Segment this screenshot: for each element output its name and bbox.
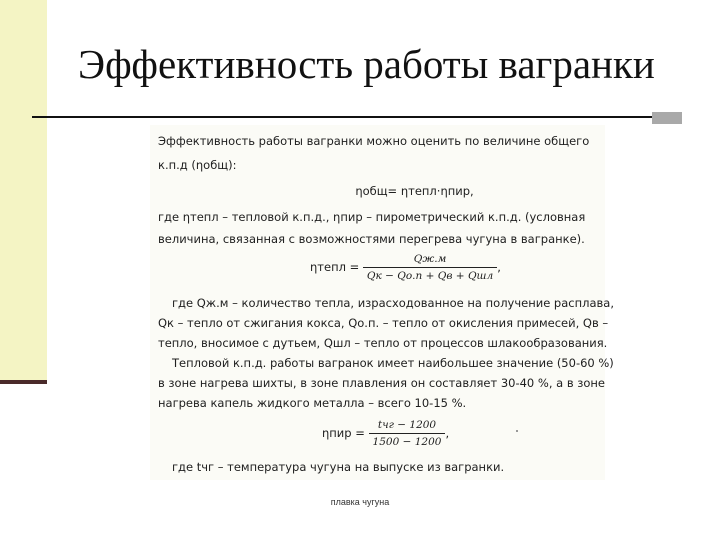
text-line: где Qж.м – количество тепла, израсходованное на получение расплава, <box>172 296 615 310</box>
text-line: где tчг – температура чугуна на выпуске из вагранки. <box>172 460 505 474</box>
text-line: нагрева капель жидкого металла – всего 10-15 %. <box>158 396 467 410</box>
scanned-text-image <box>150 125 615 480</box>
text-line: величина, связанная с возможностями перегрева чугуна в вагранке). <box>158 232 585 246</box>
formula-pyrometric-lhs: ηпир = <box>322 426 365 440</box>
left-accent-bar <box>0 0 47 384</box>
formula-pyrometric-tail: , <box>445 426 450 440</box>
formula-pyrometric-numerator: tчг − 1200 <box>377 419 437 431</box>
formula-thermal <box>310 251 599 284</box>
text-line: Тепловой к.п.д. работы вагранок имеет наибольшее значение (50-60 %) <box>172 356 614 370</box>
formula-pyrometric <box>322 417 599 450</box>
text-line: Qк – тепло от сжигания кокса, Qо.п. – тепло от окисления примесей, Qв – <box>158 316 609 330</box>
text-line: тепло, вносимое с дутьем, Qшл – тепло от процессов шлакообразования. <box>158 336 608 350</box>
slide-title: Эффективность работы вагранки <box>78 41 655 87</box>
formula-thermal-fraction <box>363 251 497 284</box>
scan-speck <box>516 430 518 432</box>
formula-pyrometric-denominator: 1500 − 1200 <box>369 433 446 450</box>
text-line: к.п.д (ηобщ): <box>158 158 237 172</box>
decorative-corner-box <box>652 112 682 124</box>
slide-footer: плавка чугуна <box>330 497 390 507</box>
formula-efficiency: ηобщ= ηтепл·ηпир, <box>355 184 474 198</box>
text-line: в зоне нагрева шихты, в зоне плавления он составляет 30-40 %, а в зоне <box>158 376 606 390</box>
formula-thermal-numerator: Qж.м <box>413 253 447 265</box>
formula-thermal-lhs: ηтепл = <box>310 260 360 274</box>
formula-pyrometric-fraction <box>369 417 446 450</box>
formula-thermal-denominator: Qк − Qо.п + Qв + Qшл <box>363 267 497 284</box>
text-line: Эффективность работы вагранки можно оценить по величине общего <box>158 134 590 148</box>
left-accent-rule <box>0 380 47 384</box>
formula-thermal-tail: , <box>497 260 501 274</box>
text-line: где ηтепл – тепловой к.п.д., ηпир – пирометрический к.п.д. (условная <box>158 210 586 224</box>
title-divider <box>32 116 652 118</box>
